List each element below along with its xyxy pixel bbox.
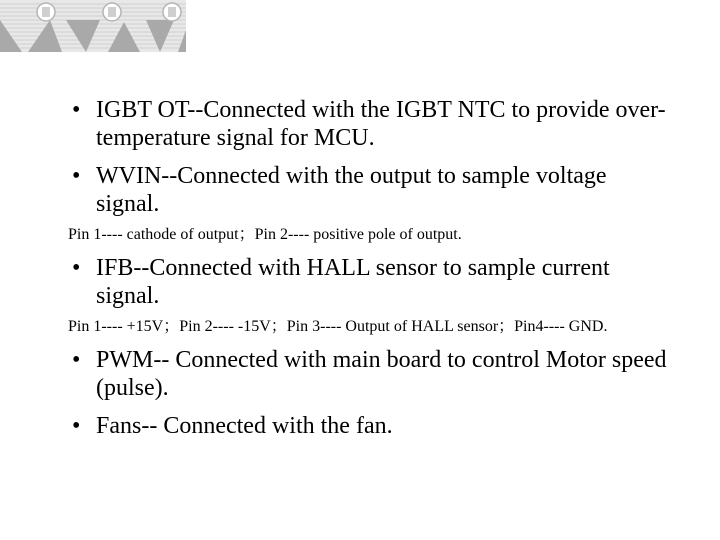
bullet-text: IFB--Connected with HALL sensor to sample current signal. — [96, 255, 610, 309]
bullet-text: IGBT OT--Connected with the IGBT NTC to provide over-temperature signal for MCU. — [96, 97, 666, 151]
bullet-dot: • — [72, 255, 81, 281]
logo-banner-icon — [0, 0, 186, 52]
bullet-text: Fans-- Connected with the fan. — [96, 413, 393, 439]
bullet-wvin — [68, 162, 668, 218]
bullet-ifb — [68, 254, 668, 310]
bullet-text: PWM-- Connected with main board to control Motor speed (pulse). — [96, 347, 667, 401]
slide-content — [68, 96, 668, 450]
bullet-fans — [68, 412, 668, 440]
bullet-dot: • — [72, 413, 81, 439]
bullet-dot: • — [72, 163, 81, 189]
bullet-dot: • — [72, 347, 81, 373]
bullet-igbt-ot — [68, 96, 668, 152]
bullet-pwm — [68, 346, 668, 402]
ifb-pin-note: Pin 1---- +15V；Pin 2---- -15V；Pin 3---- Output of HALL sensor；Pin4---- GND. — [68, 318, 608, 335]
bullet-dot: • — [72, 97, 81, 123]
bullet-text: WVIN--Connected with the output to sample voltage signal. — [96, 163, 607, 217]
wvin-pin-note: Pin 1---- cathode of output；Pin 2---- positive pole of output. — [68, 226, 462, 243]
